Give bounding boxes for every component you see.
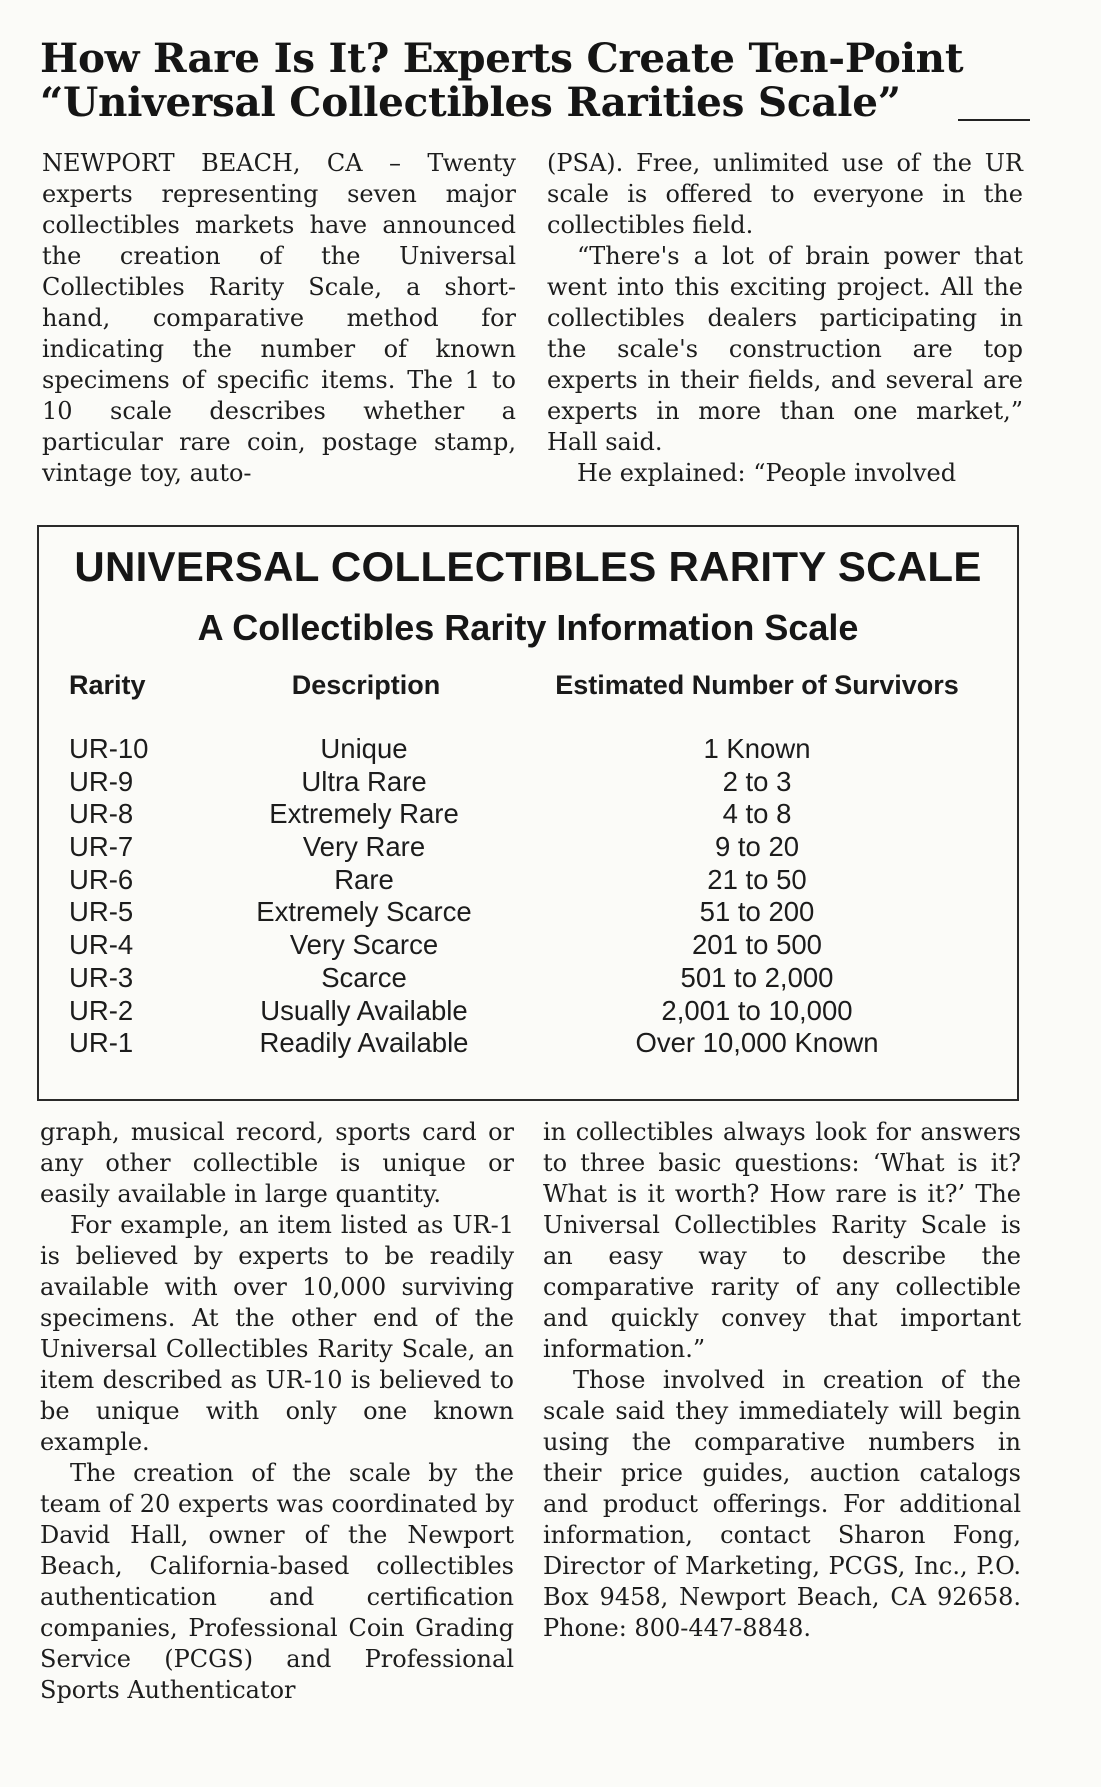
description-cell: Usually Available — [260, 994, 468, 1026]
headline — [40, 36, 1030, 124]
column-header-rarity: Rarity — [69, 670, 146, 700]
rarity-scale-table — [37, 525, 1019, 1101]
description-cell: Readily Available — [259, 1027, 469, 1059]
paragraph: He explained: “People involved — [577, 459, 957, 487]
table-row — [39, 896, 1017, 929]
article-column-bottom-right — [543, 1117, 1021, 1644]
description-cell: Unique — [320, 733, 408, 764]
estimated-cell: 4 to 8 — [722, 798, 792, 830]
description-cell: Ultra Rare — [301, 765, 427, 797]
article-column-top-right — [547, 148, 1023, 489]
article-column-bottom-left — [40, 1117, 514, 1706]
headline-line-1: How Rare Is It? Experts Create Ten-Point — [40, 34, 964, 82]
table-row — [39, 798, 1017, 831]
estimated-cell: 2,001 to 10,000 — [661, 994, 853, 1026]
table-row — [39, 962, 1017, 995]
paragraph: NEWPORT BEACH, CA – Twenty experts representing seven major collectibles markets have announced the creation of the Universal Collectibles Rarity Scale, a short-hand, comparative method for indicating the number of known specimens of specific items. The 1 to 10 scale describes whether a particular rare coin, postage stamp, vintage toy, auto- — [42, 149, 516, 487]
description-cell: Extremely Scarce — [256, 896, 472, 928]
paragraph: in collectibles always look for answers to three basic questions: ‘What is it? What is it worth? How rare is it?’ The Universal Collectibles Rarity Scale is an easy way to describe the comparative rarity of any collectible and quickly convey that important information.” — [543, 1118, 1021, 1363]
article-column-top-left — [42, 148, 516, 489]
estimated-cell: 21 to 50 — [707, 863, 807, 895]
rarity-cell: UR-2 — [69, 994, 134, 1026]
estimated-cell: 501 to 2,000 — [680, 961, 834, 993]
scale-subtitle: A Collectibles Rarity Information Scale — [197, 607, 859, 648]
estimated-cell: 201 to 500 — [692, 929, 822, 961]
paragraph: Those involved in creation of the scale said they immediately will begin using the comparative numbers in their price guides, auction catalogs and product offerings. For additional information, contact Sharon Fong, Director of Marketing, PCGS, Inc., P.O. Box 9458, Newport Beach, CA 92658. Phone: 800-447-8848. — [543, 1366, 1021, 1642]
headline-line-2: “Universal Collectibles Rarities Scale” — [40, 78, 901, 126]
estimated-cell: 1 Known — [703, 733, 811, 764]
paragraph: “There's a lot of brain power that went into this exciting project. All the collectibles dealers participating in the scale's construction are top experts in their fields, and several are experts in more than one market,” Hall said. — [547, 242, 1023, 456]
table-row — [39, 766, 1017, 799]
table-row — [39, 929, 1017, 962]
rarity-cell: UR-3 — [69, 961, 134, 993]
scale-title: UNIVERSAL COLLECTIBLES RARITY SCALE — [74, 543, 982, 590]
table-row — [39, 1027, 1017, 1060]
rarity-cell: UR-8 — [69, 798, 134, 830]
paragraph: The creation of the scale by the team of 20 experts was coordinated by David Hall, owner of the Newport Beach, California-based collectibles authentication and certification companies, Professional Coin Grading Service (PCGS) and Professional Sports Authenticator — [40, 1459, 514, 1704]
table-row — [39, 831, 1017, 864]
description-cell: Extremely Rare — [269, 798, 459, 830]
rarity-cell: UR-7 — [69, 831, 134, 863]
estimated-cell: 51 to 200 — [699, 896, 815, 928]
column-header-estimated-survivors: Estimated Number of Survivors — [555, 670, 959, 700]
rarity-cell: UR-6 — [69, 863, 134, 895]
paragraph: For example, an item listed as UR-1 is believed by experts to be readily available with over 10,000 surviving specimens. At the other end of the Universal Collectibles Rarity Scale, an item described as UR-10 is believed to be unique with only one known example. — [40, 1211, 514, 1456]
paragraph: graph, musical record, sports card or any other collectible is unique or easily available in large quantity. — [40, 1118, 514, 1208]
table-row — [39, 733, 1017, 766]
table-row — [39, 995, 1017, 1028]
column-header-description: Description — [291, 670, 441, 700]
description-cell: Rare — [334, 863, 394, 895]
rarity-cell: UR-10 — [69, 733, 149, 764]
estimated-cell: 9 to 20 — [714, 831, 800, 863]
description-cell: Very Scarce — [289, 929, 439, 961]
scale-rows — [39, 733, 1017, 1060]
table-row — [39, 864, 1017, 897]
rarity-cell: UR-4 — [69, 929, 134, 961]
rarity-cell: UR-9 — [69, 765, 134, 797]
rarity-cell: UR-1 — [69, 1027, 134, 1059]
estimated-cell: Over 10,000 Known — [635, 1027, 879, 1059]
description-cell: Scarce — [321, 961, 407, 993]
estimated-cell: 2 to 3 — [722, 765, 792, 797]
paragraph: (PSA). Free, unlimited use of the UR scale is offered to everyone in the collectibles field. — [547, 149, 1023, 239]
rarity-cell: UR-5 — [69, 896, 134, 928]
description-cell: Very Rare — [302, 831, 426, 863]
headline-rule — [958, 119, 1030, 121]
